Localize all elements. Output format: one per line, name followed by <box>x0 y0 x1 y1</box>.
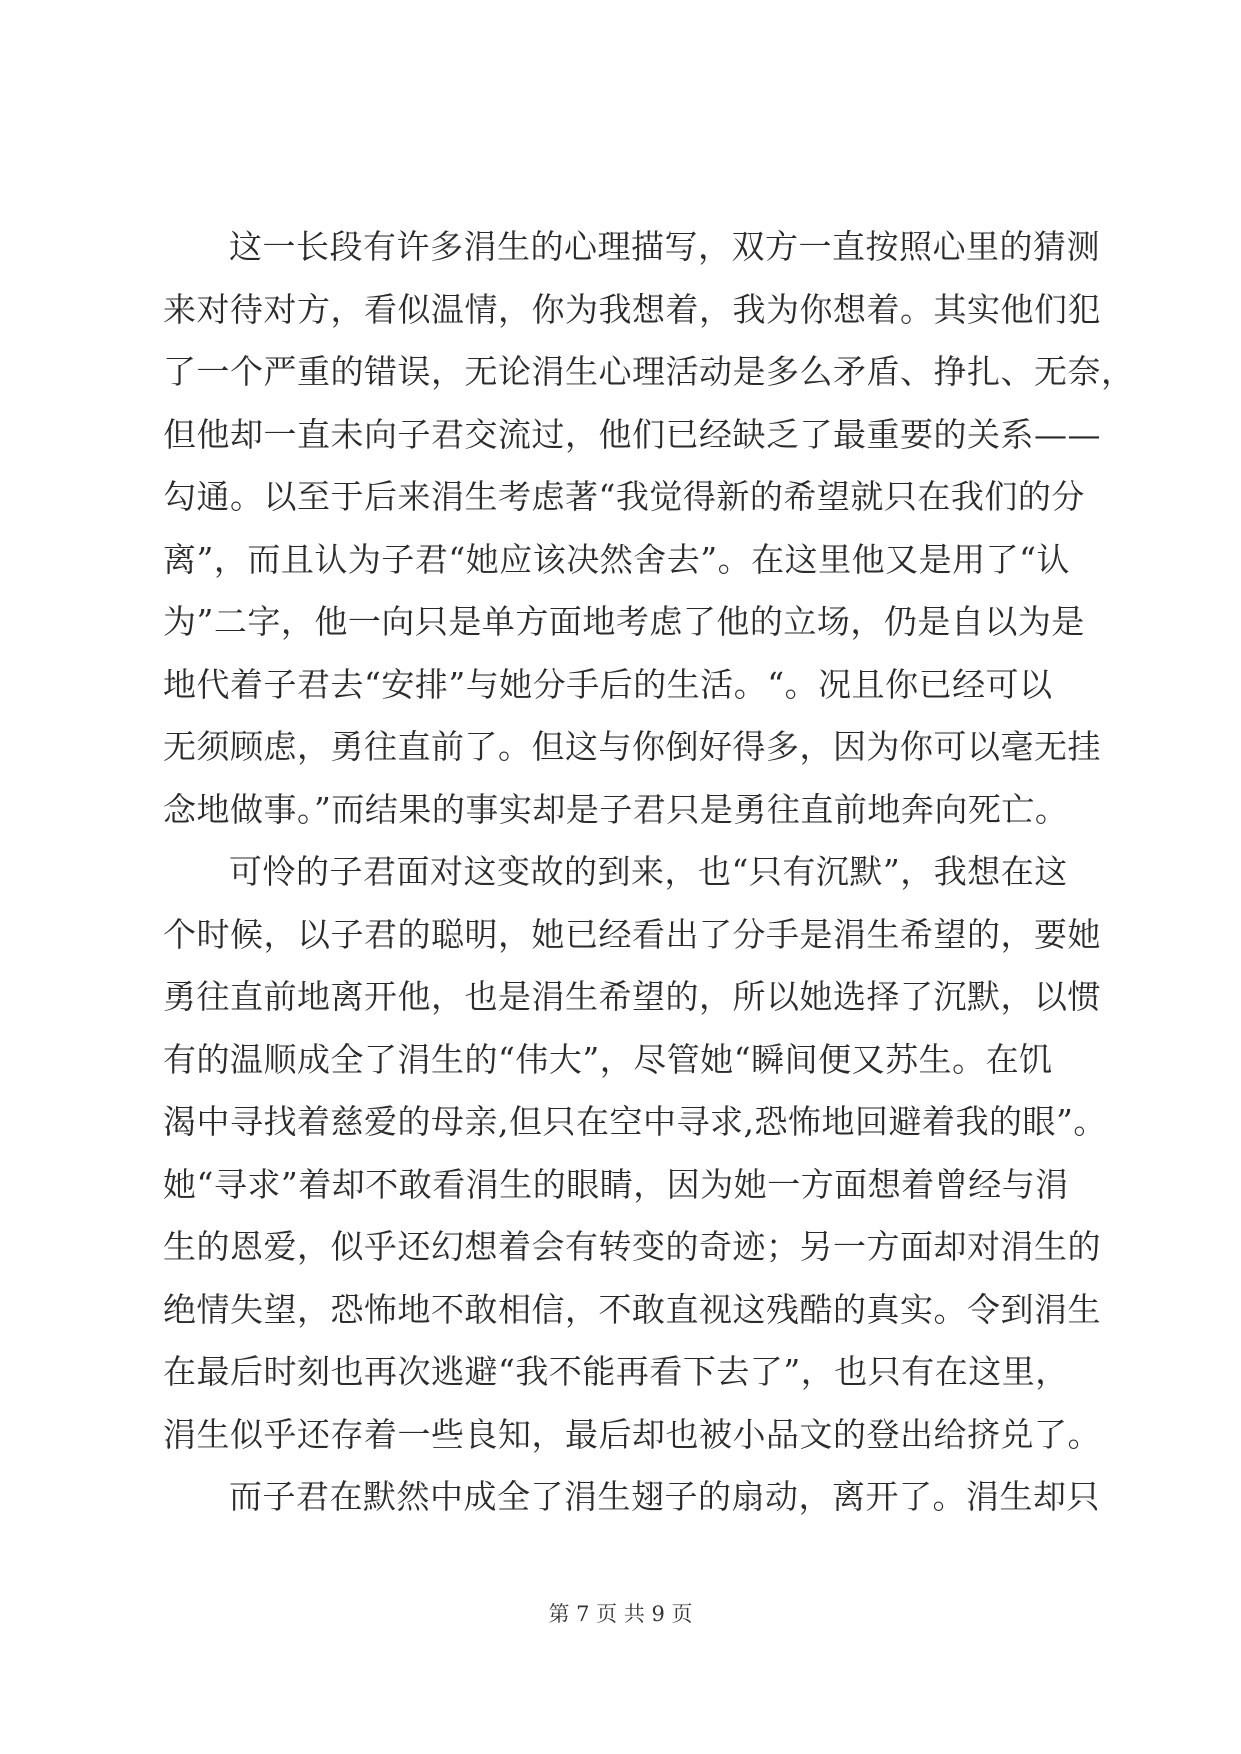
paragraph-2 <box>163 841 1107 1466</box>
text-line: 生的恩爱，似乎还幻想着会有转变的奇迹；另一方面却对涓生的 <box>163 1227 1101 1266</box>
text-line: 但他却一直未向子君交流过，他们已经缺乏了最重要的关系—— <box>163 414 1101 454</box>
text-line: 她“寻求”着却不敢看涓生的眼睛，因为她一方面想着曾经与涓 <box>163 1164 1069 1204</box>
text-line: 勇往直前地离开他，也是涓生希望的，所以她选择了沉默，以惯 <box>163 977 1101 1016</box>
text-line: 为”二字，他一向只是单方面地考虑了他的立场，仍是自以为是 <box>163 602 1085 641</box>
text-line: 可怜的子君面对这变故的到来，也“只有沉默”，我想在这 <box>229 852 1068 891</box>
text-line: 个时候，以子君的聪明，她已经看出了分手是涓生希望的，要她 <box>163 914 1101 954</box>
text-line: 这一长段有许多涓生的心理描写，双方一直按照心里的猜测 <box>229 227 1100 266</box>
text-line: 离”，而且认为子君“她应该决然舍去”。在这里他又是用了“认 <box>163 539 1070 579</box>
text-line: 地代着子君去“安排”与她分手后的生活。“。况且你已经可以 <box>163 664 1053 704</box>
text-line: 而子君在默然中成全了涓生翅子的扇动，离开了。涓生却只 <box>229 1477 1100 1516</box>
text-line: 绝情失望，恐怖地不敢相信，不敢直视这残酷的真实。令到涓生 <box>163 1289 1101 1329</box>
text-line: 在最后时刻也再次逃避“我不能再看下去了”，也只有在这里， <box>163 1352 1069 1391</box>
text-line: 渴中寻找着慈爱的母亲,但只在空中寻求,恐怖地回避着我的眼”。 <box>163 1102 1107 1141</box>
text-line: 念地做事。”而结果的事实却是子君只是勇往直前地奔向死亡。 <box>163 789 1069 829</box>
paragraph-1 <box>163 216 1135 841</box>
paragraph-3 <box>163 1466 1100 1529</box>
text-line: 有的温顺成全了涓生的“伟大”，尽管她“瞬间便又苏生。在饥 <box>163 1039 1053 1079</box>
text-line: 无须顾虑，勇往直前了。但这与你倒好得多，因为你可以毫无挂 <box>163 727 1101 766</box>
page-number-footer: 第 7 页 共 9 页 <box>548 1602 693 1626</box>
document-body <box>163 216 1135 1529</box>
text-line: 涓生似乎还存着一些良知，最后却也被小品文的登出给挤兑了。 <box>163 1414 1101 1454</box>
text-line: 来对待对方，看似温情，你为我想着，我为你想着。其实他们犯 <box>163 289 1101 329</box>
text-line: 勾通。以至于后来涓生考虑著“我觉得新的希望就只在我们的分 <box>163 477 1085 516</box>
text-line: 了一个严重的错误，无论涓生心理活动是多么矛盾、挣扎、无奈， <box>163 352 1135 391</box>
